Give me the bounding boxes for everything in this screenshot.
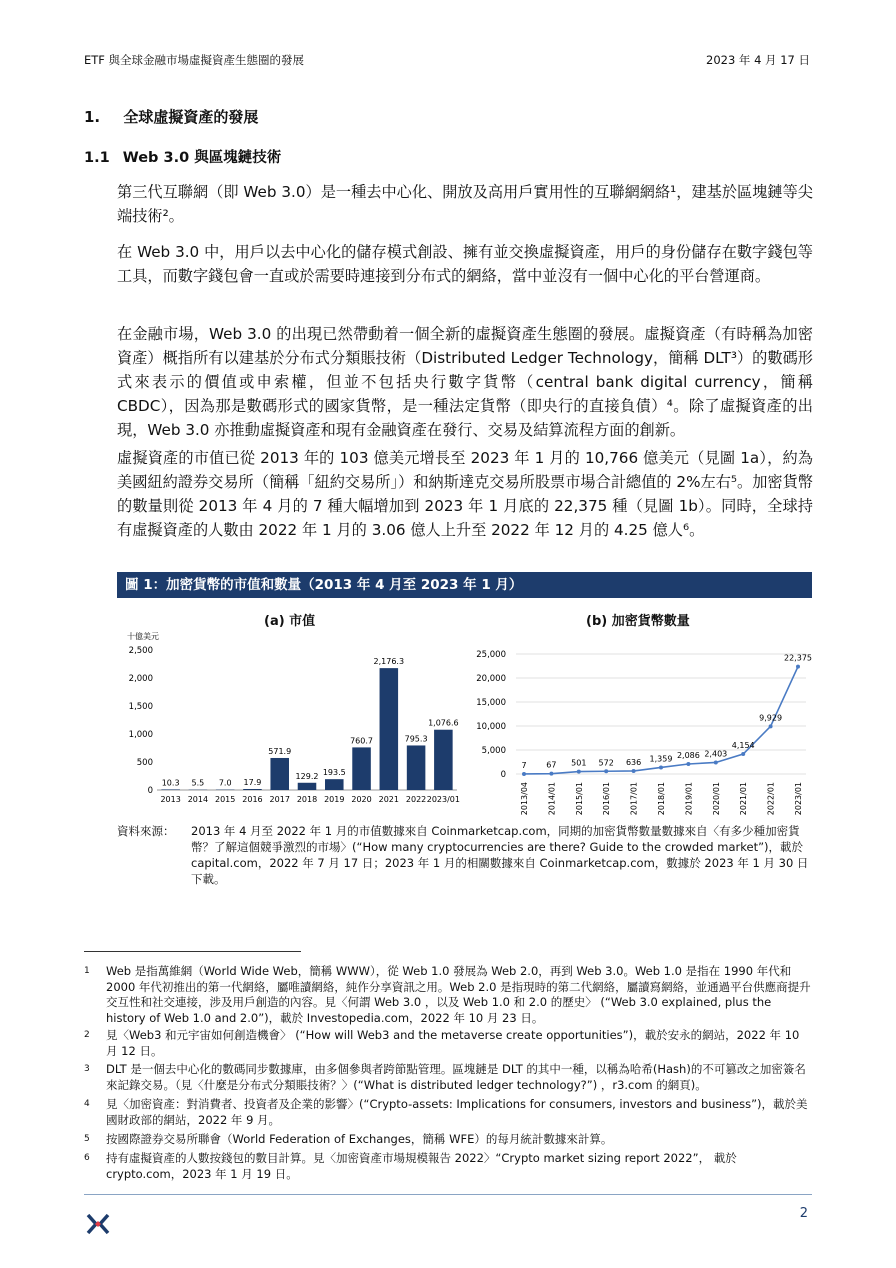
x-tick-label: 2022 <box>405 795 427 804</box>
y-tick-label: 20,000 <box>476 674 506 684</box>
footnote-6 <box>84 1151 812 1182</box>
point-data-label: 9,929 <box>759 713 783 723</box>
bar-2020 <box>352 747 371 790</box>
bar-data-label: 7.0 <box>218 778 232 788</box>
data-point-2017/01 <box>632 769 636 773</box>
x-tick-label: 2023/01 <box>794 782 803 816</box>
y-tick-label: 0 <box>500 770 506 780</box>
bar-data-label: 17.9 <box>243 777 262 787</box>
point-data-label: 1,359 <box>649 754 673 764</box>
bar-2018 <box>298 783 317 790</box>
footnote-text: 見〈加密資產：對消費者、投資者及企業的影響〉(“Crypto-assets: Implications for consumers, investors and business”)，載於美國財政部的網站，2022 年 9 月。 <box>106 1097 808 1127</box>
bar-data-label: 10.3 <box>161 778 180 788</box>
data-point-2019/01 <box>686 762 690 766</box>
x-tick-label: 2019/01 <box>684 782 694 816</box>
data-point-2020/01 <box>714 760 718 764</box>
footnote-number: 3 <box>84 1064 90 1074</box>
bar-data-label: 760.7 <box>350 736 373 746</box>
point-data-label: 2,403 <box>704 749 728 759</box>
section-heading <box>84 106 258 127</box>
bar-data-label: 2,176.3 <box>373 657 405 667</box>
x-tick-label: 2021 <box>378 795 399 804</box>
x-tick-label: 2017/01 <box>629 782 639 816</box>
footnote-text: 持有虛擬資產的人數按錢包的數目計算。見〈加密資產市場規模報告 2022〉“Crypto market sizing report 2022”， 載於 crypto.com，2023 年 1 月 19 日。 <box>106 1151 737 1181</box>
x-tick-label: 2013/04 <box>520 782 529 816</box>
paragraph-4: 虛擬資產的市值已從 2013 年的 103 億美元增長至 2023 年 1 月的 10,766 億美元（見圖 1a），約為美國紐約證券交易所（簡稱「紐約交易所」）和納斯達克交易所股票市場合計總值的 2%左右⁵。加密貨幣的數量則從 2013 年 4 月的 7 種大幅增加到 2023 年 1 月底的 22,375 種（見圖 1b）。同時，全球持有虛擬資產的人數由 2022 年 1 月的 3.06 億人上升至 2022 年 12 月的 4.25 億人⁶。 <box>117 449 813 539</box>
market-cap-bar-chart <box>117 630 462 810</box>
header-doc-title: ETF 與全球金融市場虛擬資產生態圈的發展 <box>84 53 305 67</box>
page-number: 2 <box>799 1206 808 1221</box>
point-data-label: 636 <box>625 757 642 767</box>
bar-2021 <box>380 668 399 790</box>
bar-2022 <box>407 745 426 790</box>
y-tick-label: 500 <box>136 758 153 768</box>
x-tick-label: 2015/01 <box>574 782 584 816</box>
point-data-label: 22,375 <box>784 653 812 663</box>
bar-data-label: 193.5 <box>322 768 346 778</box>
footnote-2 <box>84 1028 812 1059</box>
chart-a-title: (a) 市值 <box>264 614 316 629</box>
x-tick-label: 2018/01 <box>657 782 666 816</box>
bar-2017 <box>270 758 289 790</box>
footer-divider <box>84 1194 812 1195</box>
footnote-number: 4 <box>84 1099 90 1109</box>
x-tick-label: 2023/01 <box>426 795 460 804</box>
point-data-label: 4,154 <box>731 741 755 751</box>
bar-data-label: 129.2 <box>295 771 319 781</box>
bar-2013 <box>161 789 180 790</box>
footnote-number: 6 <box>84 1153 90 1163</box>
y-tick-label: 2,500 <box>128 646 153 656</box>
bar-data-label: 571.9 <box>268 746 292 756</box>
bar-data-label: 795.3 <box>404 734 428 744</box>
footnote-5 <box>84 1132 812 1148</box>
subsection-number: 1.1 <box>84 150 110 166</box>
y-tick-label: 2,000 <box>128 674 153 684</box>
section-number: 1. <box>84 108 101 126</box>
y-tick-label: 10,000 <box>476 722 506 732</box>
footnote-number: 2 <box>84 1030 90 1040</box>
footnote-text: 按國際證券交易所聯會（World Federation of Exchanges，簡稱 WFE）的每月統計數據來計算。 <box>106 1132 613 1146</box>
y-tick-label: 1,000 <box>128 730 153 740</box>
figure-title: 圖 1：加密貨幣的市值和數量（2013 年 4 月至 2023 年 1 月） <box>117 572 812 598</box>
x-tick-label: 2016/01 <box>602 782 612 816</box>
point-data-label: 572 <box>598 758 614 768</box>
footnote-text: DLT 是一個去中心化的數碼同步數據庫，由多個參與者跨節點管理。區塊鏈是 DLT 的其中一種，以稱為哈希(Hash)的不可篡改之加密簽名來記錄交易。（見〈什麼是分布式分類賬技術？〉(“What is distributed ledger technology?”) ，r3.com 的網頁)。 <box>106 1062 806 1092</box>
data-point-2014/01 <box>549 772 553 776</box>
bar-2019 <box>325 779 344 790</box>
footnote-text: 見〈Web3 和元宇宙如何創造機會〉 (“How will Web3 and the metaverse create opportunities”)，載於安永的網站，2022 年 10 月 12 日。 <box>106 1028 800 1058</box>
y-tick-label: 1,500 <box>128 702 153 712</box>
data-point-2022/01 <box>769 724 773 728</box>
source-label: 資料來源： <box>117 824 175 838</box>
bar-2023/01 <box>434 730 453 790</box>
source-text: 2013 年 4 月至 2022 年 1 月的市值數據來自 Coinmarketcap.com，同期的加密貨幣數量數據來自〈有多少種加密貨幣？了解這個競爭激烈的市場〉(“How many cryptocurrencies are there? Guide to the crowded market”)，載於 capital.com，2022 年 7 月 17 日；2023 年 1 月的相關數據來自 Coinmarketcap.com，數據於 2023 年 1 月 30 日下載。 <box>191 824 809 886</box>
x-tick-label: 2014/01 <box>547 782 557 816</box>
footnote-4 <box>84 1097 812 1128</box>
chart-b-title: (b) 加密貨幣數量 <box>586 614 690 629</box>
x-tick-label: 2017 <box>269 795 290 804</box>
point-data-label: 501 <box>571 758 587 768</box>
paragraph-3: 在金融市場，Web 3.0 的出現已然帶動着一個全新的虛擬資產生態圈的發展。虛擬資產（有時稱為加密資產）概指所有以建基於分布式分類賬技術（Distributed Ledger Technology，簡稱 DLT³）的數碼形式來表示的價值或申索權，但並不包括央行數字貨幣（central bank digital currency，簡稱 CBDC），因為那是數碼形式的國家貨幣，是一種法定貨幣（即央行的直接負債）⁴。除了虛擬資產的出現，Web 3.0 亦推動虛擬資產和現有金融資產在發行、交易及結算流程方面的創新。 <box>117 325 813 439</box>
x-tick-label: 2014 <box>187 795 209 804</box>
point-data-label: 67 <box>546 760 557 770</box>
paragraph-1: 第三代互聯網（即 Web 3.0）是一種去中心化、開放及高用戶實用性的互聯網網絡¹，建基於區塊鏈等尖端技術²。 <box>117 183 813 225</box>
x-tick-label: 2015 <box>215 795 236 804</box>
y-tick-label: 0 <box>147 786 153 796</box>
x-tick-label: 2018 <box>296 795 318 804</box>
data-point-2013/04 <box>522 772 526 776</box>
x-tick-label: 2019 <box>324 795 345 804</box>
x-tick-label: 2013 <box>160 795 181 804</box>
subsection-title: Web 3.0 與區塊鏈技術 <box>122 150 282 166</box>
point-data-label: 2,086 <box>676 750 700 760</box>
y-tick-label: 15,000 <box>476 698 506 708</box>
x-tick-label: 2021/01 <box>739 782 749 816</box>
section-title: 全球虛擬資產的發展 <box>123 108 259 126</box>
hkex-logo-icon <box>86 1212 110 1236</box>
x-tick-label: 2020/01 <box>711 782 721 816</box>
footnote-number: 5 <box>84 1134 90 1144</box>
x-tick-label: 2022/01 <box>766 782 776 816</box>
y-tick-label: 25,000 <box>476 650 506 660</box>
point-data-label: 7 <box>521 760 527 770</box>
y-tick-label: 5,000 <box>481 746 506 756</box>
bar-2016 <box>243 789 262 790</box>
header-date: 2023 年 4 月 17 日 <box>706 53 810 67</box>
footnote-3 <box>84 1062 812 1093</box>
crypto-count-line-chart <box>470 642 812 820</box>
footnote-text: Web 是指萬維網（World Wide Web，簡稱 WWW），從 Web 1.0 發展為 Web 2.0，再到 Web 3.0。Web 1.0 是指在 1990 年代和 2000 年代初推出的第一代網絡，屬唯讀網絡，純作分享資訊之用。Web 2.0 是指現時的第二代網絡，屬讀寫網絡，並通過平台供應商提升交互性和社交連接，涉及用戶創造的內容。見〈何謂 Web 3.0 ，以及 Web 1.0 和 2.0 的歷史〉 (“Web 3.0 explained, plus the history of Web 1.0 and 2.0”)，載於 Investopedia.com，2022 年 10 月 23 日。 <box>106 964 811 1025</box>
footnote-number: 1 <box>84 966 90 976</box>
data-point-2023/01 <box>796 665 800 669</box>
data-point-2016/01 <box>604 769 608 773</box>
data-point-2015/01 <box>577 770 581 774</box>
footnote-1 <box>84 964 812 1026</box>
y-axis-unit-label: 十億美元 <box>127 632 159 641</box>
data-point-2021/01 <box>741 752 745 756</box>
x-tick-label: 2020 <box>351 795 372 804</box>
paragraph-2: 在 Web 3.0 中，用戶以去中心化的儲存模式創設、擁有並交換虛擬資產，用戶的身份儲存在數字錢包等工具，而數字錢包會一直或於需要時連接到分布式的網絡，當中並沒有一個中心化的平台營運商。 <box>117 243 813 285</box>
footnote-divider <box>84 951 301 952</box>
data-point-2018/01 <box>659 765 663 769</box>
bar-data-label: 1,076.6 <box>428 718 459 728</box>
subsection-heading <box>84 146 281 167</box>
x-tick-label: 2016 <box>242 795 263 804</box>
bar-data-label: 5.5 <box>191 778 205 788</box>
